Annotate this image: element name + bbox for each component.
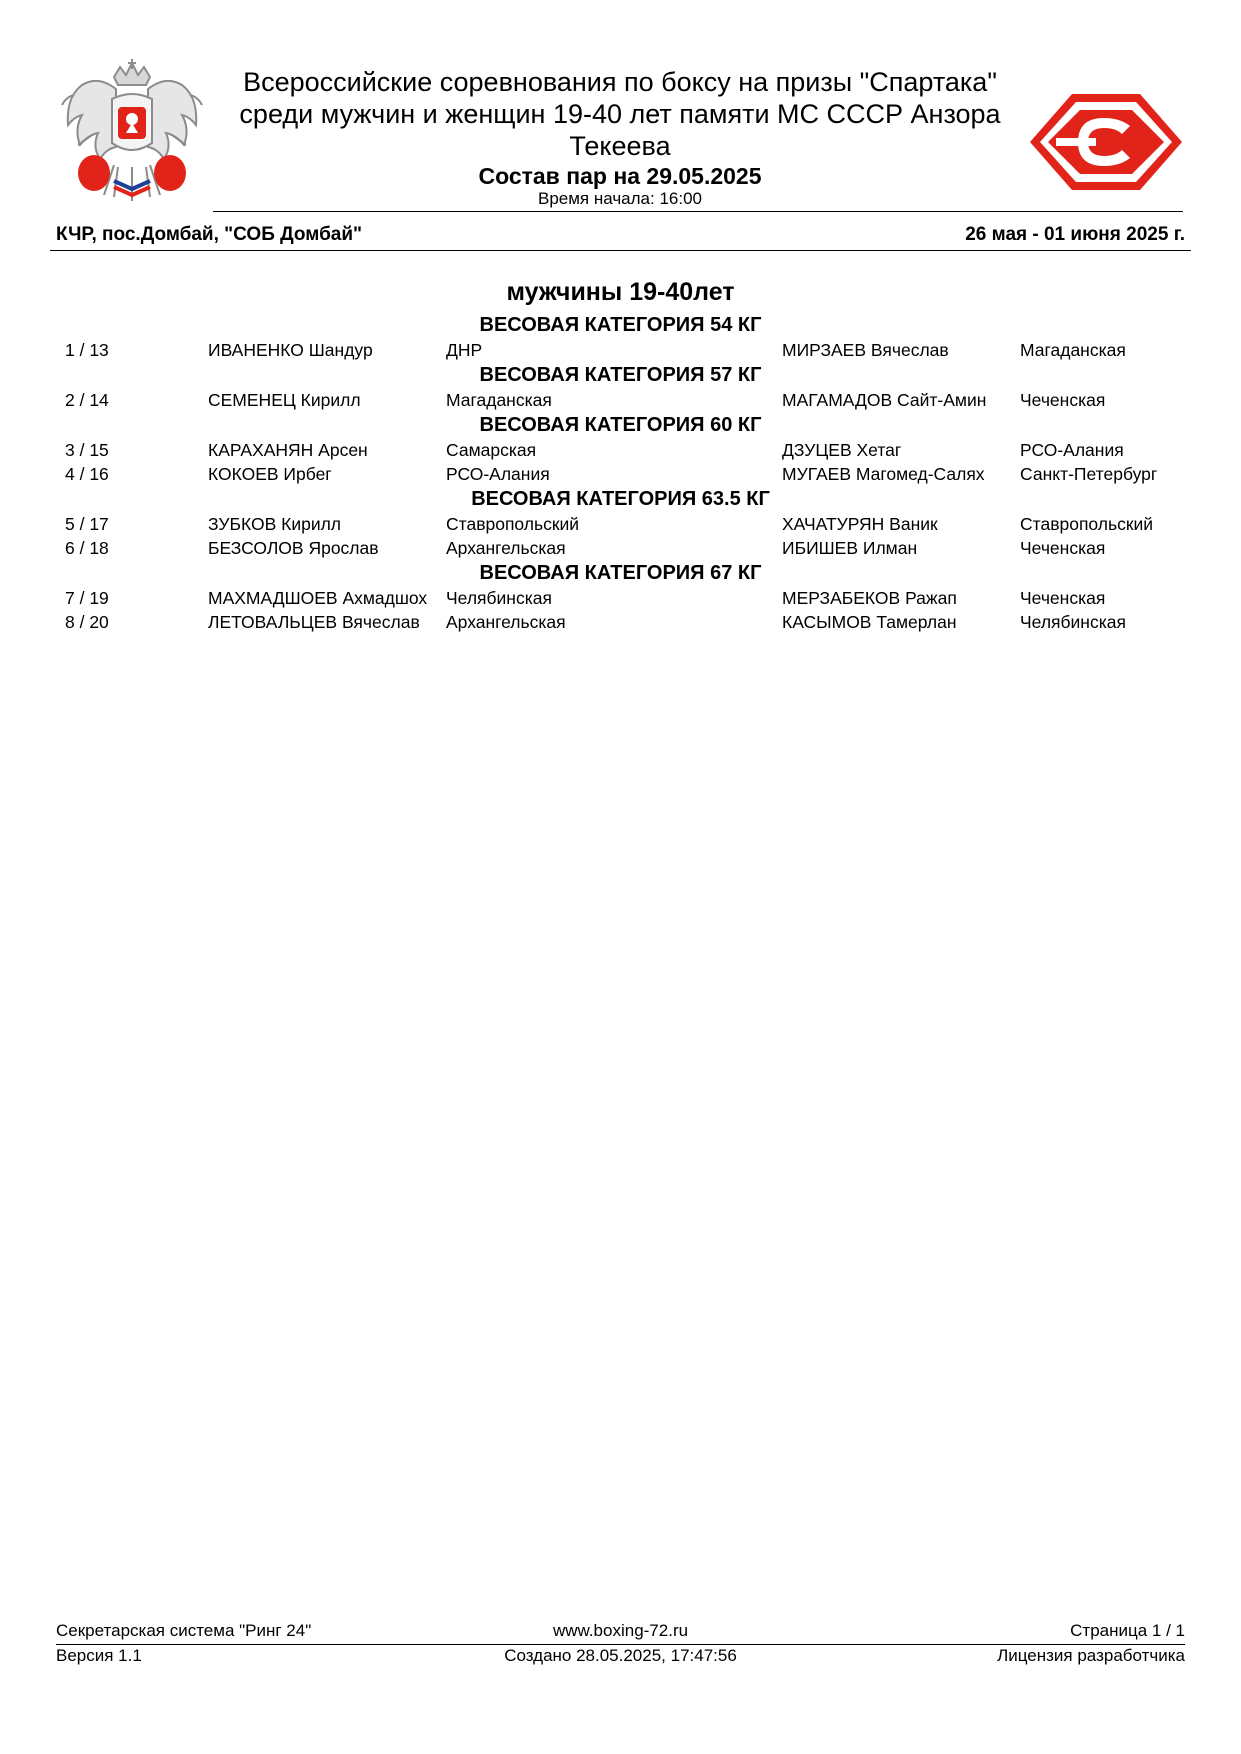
- document-subtitle: Состав пар на 29.05.2025: [478, 163, 762, 189]
- boxer-blue-name: ХАЧАТУРЯН Ваник: [782, 514, 938, 534]
- weight-category-title: ВЕСОВАЯ КАТЕГОРИЯ 60 КГ: [479, 414, 762, 436]
- boxer-blue-team: Челябинская: [1020, 612, 1126, 632]
- event-title-line: Всероссийские соревнования по боксу на призы "Спартака": [243, 67, 997, 97]
- footer-created: Создано 28.05.2025, 17:47:56: [504, 1646, 737, 1665]
- boxer-red-name: МАХМАДШОЕВ Ахмадшох: [208, 588, 428, 608]
- boxer-red-name: КОКОЕВ Ирбег: [208, 464, 332, 484]
- boxer-blue-name: МАГАМАДОВ Сайт-Амин: [782, 390, 987, 410]
- pairs-list: [0, 312, 1241, 634]
- footer-version: Версия 1.1: [56, 1646, 142, 1665]
- boxer-red-name: ЗУБКОВ Кирилл: [208, 514, 342, 534]
- boxer-red-team: РСО-Алания: [446, 464, 550, 484]
- boxer-red-team: Ставропольский: [446, 514, 580, 534]
- boxer-blue-name: МУГАЕВ Магомед-Салях: [782, 464, 985, 484]
- boxer-red-name: КАРАХАНЯН Арсен: [208, 440, 368, 460]
- start-time: Время начала: 16:00: [537, 189, 702, 208]
- pair-row: [0, 438, 1241, 462]
- pair-number: 6 / 18: [65, 538, 109, 558]
- boxer-blue-team: Магаданская: [1020, 340, 1126, 360]
- pair-row: [0, 610, 1241, 634]
- pair-row: [0, 586, 1241, 610]
- boxer-blue-name: МИРЗАЕВ Вячеслав: [782, 340, 949, 360]
- group-title: мужчины 19-40лет: [506, 278, 735, 306]
- event-title-line: среди мужчин и женщин 19-40 лет памяти МС СССР Анзора: [239, 99, 1001, 129]
- pair-number: 5 / 17: [65, 514, 109, 534]
- boxer-blue-team: Санкт-Петербург: [1020, 464, 1158, 484]
- spartak-logo-icon: [1026, 90, 1186, 194]
- federation-emblem-icon: [52, 55, 212, 215]
- pair-row: [0, 462, 1241, 486]
- boxer-blue-name: ДЗУЦЕВ Хетаг: [782, 440, 902, 460]
- boxer-blue-name: ИБИШЕВ Илман: [782, 538, 918, 558]
- boxer-red-team: Самарская: [446, 440, 537, 460]
- boxer-red-team: Архангельская: [446, 538, 566, 558]
- event-title: [215, 66, 1025, 162]
- pair-row: [0, 512, 1241, 536]
- footer-system: Секретарская система "Ринг 24": [56, 1621, 312, 1640]
- boxer-red-team: Магаданская: [446, 390, 552, 410]
- weight-category-title: ВЕСОВАЯ КАТЕГОРИЯ 67 КГ: [479, 562, 762, 584]
- weight-category-title: ВЕСОВАЯ КАТЕГОРИЯ 63.5 КГ: [471, 488, 770, 510]
- pair-row: [0, 536, 1241, 560]
- pair-number: 1 / 13: [65, 340, 109, 360]
- boxer-blue-team: Чеченская: [1020, 390, 1106, 410]
- boxer-red-team: ДНР: [446, 340, 483, 360]
- boxer-blue-name: КАСЫМОВ Тамерлан: [782, 612, 957, 632]
- footer-site-link[interactable]: www.boxing-72.ru: [552, 1621, 689, 1640]
- boxer-red-name: БЕЗСОЛОВ Ярослав: [208, 538, 379, 558]
- pair-row: [0, 388, 1241, 412]
- pair-number: 4 / 16: [65, 464, 109, 484]
- pair-number: 3 / 15: [65, 440, 109, 460]
- boxer-red-team: Челябинская: [446, 588, 552, 608]
- boxer-blue-team: Чеченская: [1020, 588, 1106, 608]
- boxer-blue-team: Чеченская: [1020, 538, 1106, 558]
- pair-number: 2 / 14: [65, 390, 109, 410]
- event-dates: 26 мая - 01 июня 2025 г.: [965, 224, 1185, 245]
- event-title-line: Текеева: [569, 131, 671, 161]
- venue: КЧР, пос.Домбай, "СОБ Домбай": [56, 224, 363, 245]
- boxer-red-name: ЛЕТОВАЛЬЦЕВ Вячеслав: [208, 612, 420, 632]
- weight-category-title: ВЕСОВАЯ КАТЕГОРИЯ 54 КГ: [479, 314, 762, 336]
- boxer-blue-team: РСО-Алания: [1020, 440, 1124, 460]
- boxer-red-team: Архангельская: [446, 612, 566, 632]
- venue-divider: [50, 250, 1191, 251]
- weight-category-title: ВЕСОВАЯ КАТЕГОРИЯ 57 КГ: [479, 364, 762, 386]
- pair-row: [0, 338, 1241, 362]
- footer-page-number: Страница 1 / 1: [1070, 1621, 1185, 1640]
- boxer-blue-team: Ставропольский: [1020, 514, 1154, 534]
- footer-divider: [56, 1644, 1185, 1645]
- footer-license: Лицензия разработчика: [997, 1646, 1185, 1665]
- boxer-red-name: ИВАНЕНКО Шандур: [208, 340, 373, 360]
- pair-number: 7 / 19: [65, 588, 109, 608]
- pair-number: 8 / 20: [65, 612, 109, 632]
- boxer-blue-name: МЕРЗАБЕКОВ Ражап: [782, 588, 957, 608]
- boxer-red-name: СЕМЕНЕЦ Кирилл: [208, 390, 361, 410]
- header-divider: [213, 211, 1183, 212]
